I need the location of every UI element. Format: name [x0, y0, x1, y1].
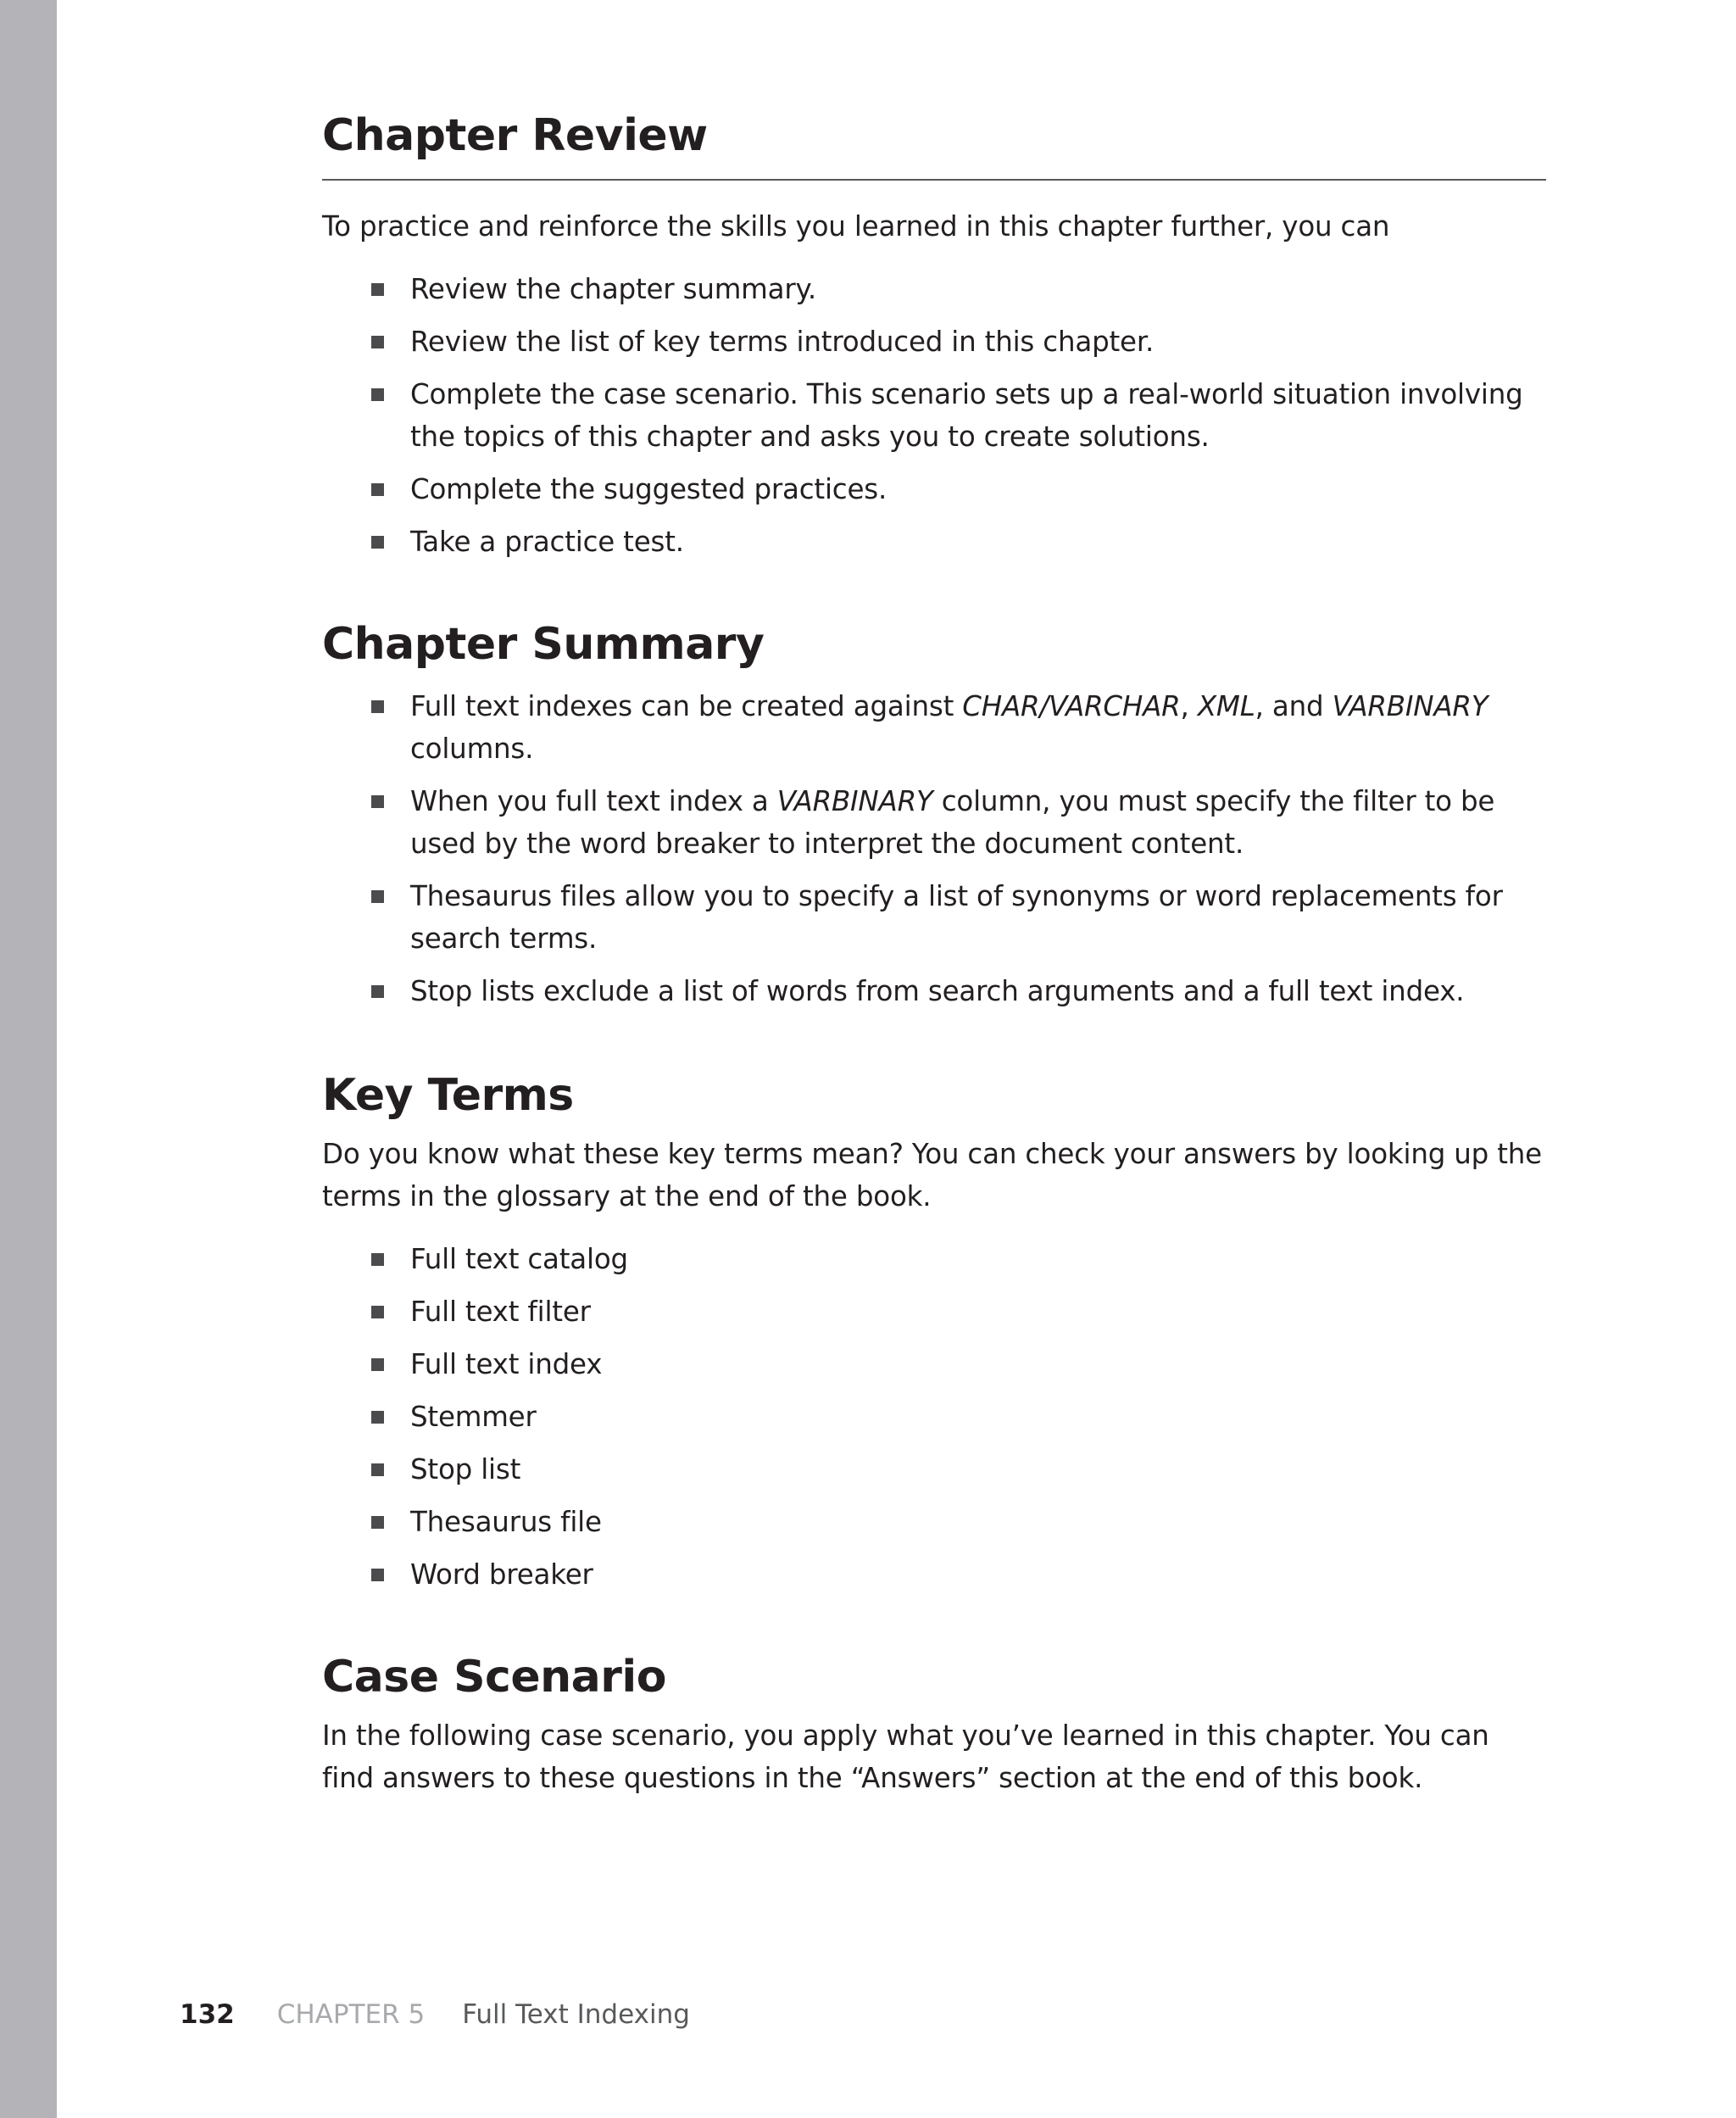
key-terms-list [371, 1238, 1546, 1606]
key-terms-intro: Do you know what these key terms mean? You can check your answers by looking up the terms in the glossary at the end of the book. [322, 1138, 1542, 1212]
bullet-square-icon [371, 1569, 384, 1581]
bullet-square-icon [371, 1463, 384, 1476]
bullet-square-icon [371, 1253, 384, 1266]
list-item: Thesaurus file [371, 1501, 1546, 1543]
chapter-summary-list [371, 685, 1546, 1023]
list-item: Full text filter [371, 1290, 1546, 1333]
chapter-review-intro: To practice and reinforce the skills you learned in this chapter further, you can [322, 210, 1390, 242]
bullet-square-icon [371, 336, 384, 348]
bullet-square-icon [371, 1358, 384, 1371]
chapter-review-heading: Chapter Review [322, 110, 708, 161]
bullet-square-icon [371, 700, 384, 713]
list-item: Thesaurus files allow you to specify a list of synonyms or word replacements for search terms. [371, 875, 1546, 960]
bullet-square-icon [371, 985, 384, 998]
footer-chapter-title: Full Text Indexing [462, 1999, 690, 2030]
list-item: Complete the case scenario. This scenario sets up a real-world situation involving the topics of this chapter and asks you to create solutions. [371, 373, 1546, 458]
case-scenario-intro: In the following case scenario, you apply what you’ve learned in this chapter. You can find answers to these questions in the “Answers” section at the end of this book. [322, 1719, 1489, 1794]
key-terms-heading: Key Terms [322, 1070, 574, 1121]
bullet-square-icon [371, 1306, 384, 1318]
footer-chapter-label: CHAPTER 5 [276, 1999, 426, 2030]
list-item: Stop list [371, 1448, 1546, 1491]
page-footer [180, 1996, 690, 2033]
bullet-square-icon [371, 1411, 384, 1424]
list-item: Take a practice test. [371, 521, 1546, 563]
list-item: Full text catalog [371, 1238, 1546, 1280]
case-scenario-heading: Case Scenario [322, 1652, 666, 1703]
list-item: Review the list of key terms introduced in this chapter. [371, 320, 1546, 363]
page-number: 132 [180, 1999, 235, 2030]
bullet-square-icon [371, 890, 384, 903]
list-item: Full text index [371, 1343, 1546, 1385]
bullet-square-icon [371, 283, 384, 296]
page-edge-strip [0, 0, 57, 2118]
bullet-square-icon [371, 483, 384, 496]
bullet-square-icon [371, 536, 384, 549]
bullet-square-icon [371, 795, 384, 808]
list-item: Stemmer [371, 1396, 1546, 1438]
list-item: Stop lists exclude a list of words from search arguments and a full text index. [371, 970, 1546, 1012]
chapter-summary-heading: Chapter Summary [322, 619, 765, 670]
list-item: Review the chapter summary. [371, 268, 1546, 310]
list-item: When you full text index a VARBINARY column, you must specify the filter to be used by the word breaker to interpret the document content. [371, 780, 1546, 865]
heading-rule [322, 179, 1546, 181]
list-item: Word breaker [371, 1553, 1546, 1596]
bullet-square-icon [371, 1516, 384, 1529]
bullet-square-icon [371, 388, 384, 401]
chapter-review-list [371, 268, 1546, 573]
list-item: Complete the suggested practices. [371, 468, 1546, 510]
list-item: Full text indexes can be created against CHAR/VARCHAR, XML, and VARBINARY columns. [371, 685, 1546, 770]
